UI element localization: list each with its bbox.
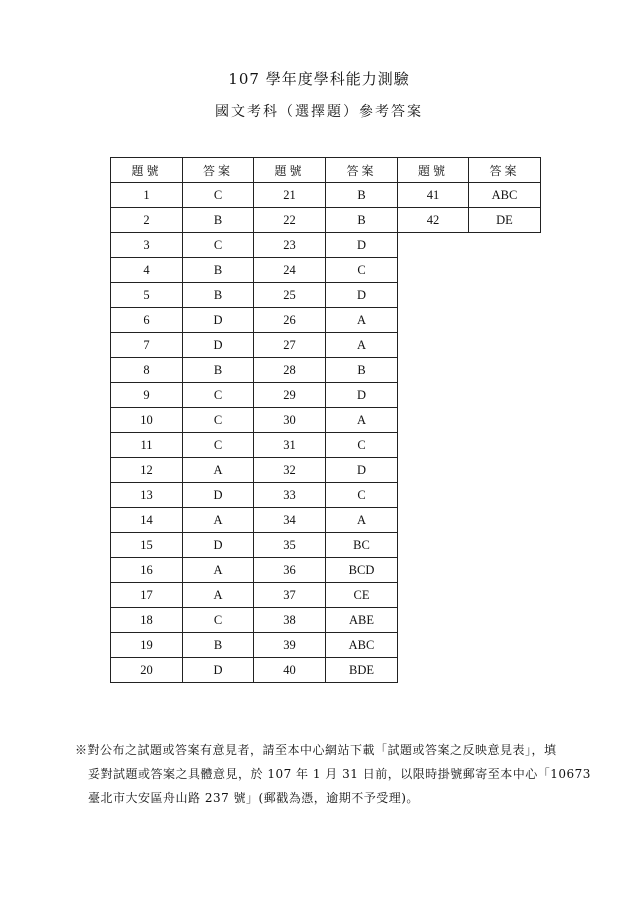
table-header-row xyxy=(111,158,541,183)
answer-cell: B xyxy=(183,208,254,233)
empty-cell xyxy=(398,558,469,583)
empty-cell xyxy=(398,408,469,433)
answer-cell: B xyxy=(183,633,254,658)
answer-cell: A xyxy=(326,333,398,358)
question-number-cell: 26 xyxy=(254,308,326,333)
empty-cell xyxy=(398,508,469,533)
question-number-cell: 21 xyxy=(254,183,326,208)
answer-cell: ABE xyxy=(326,608,398,633)
question-number-cell: 40 xyxy=(254,658,326,683)
table-row xyxy=(111,508,541,533)
empty-cell xyxy=(469,583,541,608)
table-row xyxy=(111,283,541,308)
answer-cell: D xyxy=(183,658,254,683)
table-row xyxy=(111,358,541,383)
empty-cell xyxy=(398,608,469,633)
question-number-cell: 10 xyxy=(111,408,183,433)
empty-cell xyxy=(398,433,469,458)
question-number-cell: 32 xyxy=(254,458,326,483)
table-row xyxy=(111,233,541,258)
question-number-cell: 39 xyxy=(254,633,326,658)
answer-cell: CE xyxy=(326,583,398,608)
question-number-cell: 11 xyxy=(111,433,183,458)
table-row xyxy=(111,183,541,208)
answer-cell: ABC xyxy=(326,633,398,658)
empty-cell xyxy=(398,533,469,558)
answer-cell: D xyxy=(183,533,254,558)
answer-cell: C xyxy=(326,258,398,283)
question-number-cell: 30 xyxy=(254,408,326,433)
question-number-cell: 7 xyxy=(111,333,183,358)
table-row xyxy=(111,408,541,433)
question-number-cell: 1 xyxy=(111,183,183,208)
answer-cell: ABC xyxy=(469,183,541,208)
notice-line: ※對公布之試題或答案有意見者，請至本中心網站下載「試題或答案之反映意見表」，填 xyxy=(75,743,557,757)
question-number-cell: 6 xyxy=(111,308,183,333)
answer-cell: D xyxy=(183,483,254,508)
question-number-cell: 37 xyxy=(254,583,326,608)
empty-cell xyxy=(398,458,469,483)
table-row xyxy=(111,483,541,508)
column-header: 題號 xyxy=(254,158,326,183)
question-number-cell: 16 xyxy=(111,558,183,583)
empty-cell xyxy=(398,633,469,658)
answer-key-body xyxy=(111,183,541,683)
question-number-cell: 18 xyxy=(111,608,183,633)
answer-cell: BDE xyxy=(326,658,398,683)
column-header: 答案 xyxy=(469,158,541,183)
answer-cell: A xyxy=(326,408,398,433)
question-number-cell: 23 xyxy=(254,233,326,258)
question-number-cell: 33 xyxy=(254,483,326,508)
table-row xyxy=(111,533,541,558)
question-number-cell: 3 xyxy=(111,233,183,258)
empty-cell xyxy=(398,383,469,408)
empty-cell xyxy=(398,483,469,508)
notice-text xyxy=(75,738,591,810)
question-number-cell: 8 xyxy=(111,358,183,383)
empty-cell xyxy=(469,658,541,683)
table-row xyxy=(111,308,541,333)
column-header: 答案 xyxy=(326,158,398,183)
notice-line: 妥對試題或答案之具體意見，於 107 年 1 月 31 日前，以限時掛號郵寄至本中心「10673 xyxy=(88,767,591,781)
empty-cell xyxy=(398,333,469,358)
notice-line: 臺北市大安區舟山路 237 號」(郵戳為憑，逾期不予受理)。 xyxy=(88,791,419,805)
question-number-cell: 28 xyxy=(254,358,326,383)
table-row xyxy=(111,583,541,608)
table-row xyxy=(111,333,541,358)
answer-cell: C xyxy=(183,408,254,433)
table-row xyxy=(111,633,541,658)
page-title: 107 學年度學科能力測驗 xyxy=(228,70,410,88)
empty-cell xyxy=(469,283,541,308)
empty-cell xyxy=(469,458,541,483)
answer-cell: A xyxy=(326,308,398,333)
answer-cell: DE xyxy=(469,208,541,233)
table-row xyxy=(111,433,541,458)
question-number-cell: 15 xyxy=(111,533,183,558)
question-number-cell: 42 xyxy=(398,208,469,233)
answer-cell: C xyxy=(183,383,254,408)
answer-cell: C xyxy=(183,183,254,208)
empty-cell xyxy=(398,358,469,383)
answer-cell: C xyxy=(183,233,254,258)
empty-cell xyxy=(469,408,541,433)
question-number-cell: 35 xyxy=(254,533,326,558)
table-row xyxy=(111,258,541,283)
answer-cell: C xyxy=(326,483,398,508)
empty-cell xyxy=(469,308,541,333)
page-subtitle: 國文考科（選擇題）參考答案 xyxy=(215,104,423,120)
question-number-cell: 5 xyxy=(111,283,183,308)
empty-cell xyxy=(398,258,469,283)
table-row xyxy=(111,383,541,408)
column-header: 題號 xyxy=(111,158,183,183)
question-number-cell: 19 xyxy=(111,633,183,658)
answer-cell: D xyxy=(326,458,398,483)
empty-cell xyxy=(469,558,541,583)
empty-cell xyxy=(398,583,469,608)
question-number-cell: 41 xyxy=(398,183,469,208)
answer-cell: BC xyxy=(326,533,398,558)
question-number-cell: 4 xyxy=(111,258,183,283)
answer-cell: B xyxy=(183,283,254,308)
question-number-cell: 27 xyxy=(254,333,326,358)
answer-cell: D xyxy=(183,308,254,333)
answer-cell: C xyxy=(326,433,398,458)
empty-cell xyxy=(469,608,541,633)
answer-cell: A xyxy=(183,458,254,483)
answer-cell: B xyxy=(183,258,254,283)
table-row xyxy=(111,608,541,633)
empty-cell xyxy=(469,633,541,658)
column-header: 答案 xyxy=(183,158,254,183)
answer-cell: BCD xyxy=(326,558,398,583)
answer-cell: A xyxy=(183,558,254,583)
table-row xyxy=(111,208,541,233)
question-number-cell: 24 xyxy=(254,258,326,283)
question-number-cell: 38 xyxy=(254,608,326,633)
answer-cell: A xyxy=(183,583,254,608)
question-number-cell: 17 xyxy=(111,583,183,608)
answer-cell: B xyxy=(326,208,398,233)
answer-cell: D xyxy=(326,283,398,308)
table-row xyxy=(111,558,541,583)
answer-cell: D xyxy=(326,233,398,258)
empty-cell xyxy=(469,383,541,408)
question-number-cell: 9 xyxy=(111,383,183,408)
question-number-cell: 29 xyxy=(254,383,326,408)
empty-cell xyxy=(398,233,469,258)
question-number-cell: 20 xyxy=(111,658,183,683)
question-number-cell: 31 xyxy=(254,433,326,458)
answer-cell: A xyxy=(326,508,398,533)
answer-cell: B xyxy=(183,358,254,383)
empty-cell xyxy=(469,508,541,533)
answer-cell: A xyxy=(183,508,254,533)
answer-cell: C xyxy=(183,433,254,458)
empty-cell xyxy=(398,308,469,333)
answer-cell: B xyxy=(326,358,398,383)
empty-cell xyxy=(469,433,541,458)
column-header: 題號 xyxy=(398,158,469,183)
answer-cell: B xyxy=(326,183,398,208)
answer-cell: D xyxy=(326,383,398,408)
empty-cell xyxy=(469,333,541,358)
empty-cell xyxy=(469,533,541,558)
answer-key-table xyxy=(110,157,541,683)
empty-cell xyxy=(469,358,541,383)
question-number-cell: 14 xyxy=(111,508,183,533)
empty-cell xyxy=(469,483,541,508)
question-number-cell: 2 xyxy=(111,208,183,233)
table-row xyxy=(111,458,541,483)
empty-cell xyxy=(398,658,469,683)
answer-cell: D xyxy=(183,333,254,358)
empty-cell xyxy=(469,258,541,283)
question-number-cell: 13 xyxy=(111,483,183,508)
empty-cell xyxy=(469,233,541,258)
question-number-cell: 34 xyxy=(254,508,326,533)
table-row xyxy=(111,658,541,683)
empty-cell xyxy=(398,283,469,308)
question-number-cell: 22 xyxy=(254,208,326,233)
question-number-cell: 36 xyxy=(254,558,326,583)
answer-cell: C xyxy=(183,608,254,633)
question-number-cell: 25 xyxy=(254,283,326,308)
question-number-cell: 12 xyxy=(111,458,183,483)
